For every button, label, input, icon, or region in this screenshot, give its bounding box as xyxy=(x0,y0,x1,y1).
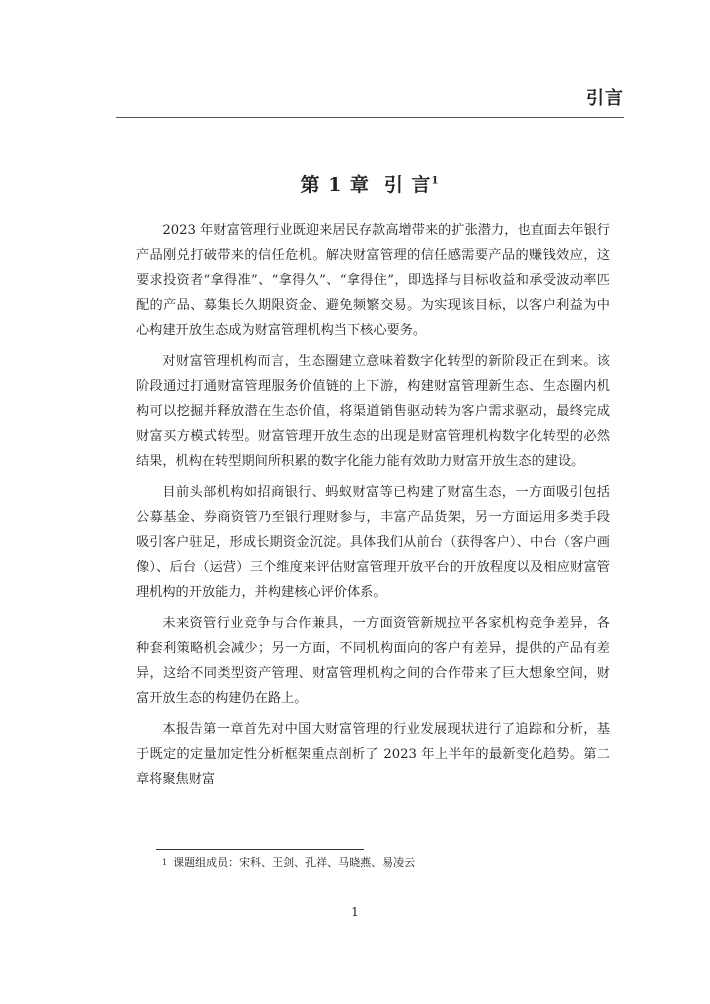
header-rule xyxy=(116,117,624,118)
footnote-rule xyxy=(156,849,364,850)
paragraph-4: 未来资管行业竞争与合作兼具，一方面资管新规拉平各家机构竞争差异，各种套利策略机会减少；另一方面，不同机构面向的客户有差异，提供的产品有差异，这给不同类型资产管理、财富管理机构之间的合作带来了巨大想象空间，财富开放生态的构建仍在路上。 xyxy=(136,616,610,706)
paragraph-3: 目前头部机构如招商银行、蚂蚁财富等已构建了财富生态，一方面吸引包括公募基金、券商资管乃至银行理财参与，丰富产品货架，另一方面运用多类手段吸引客户驻足，形成长期资金沉淀。具体我们从前台（获得客户）、中台（客户画像）、后台（运营）三个维度来评估财富管理开放平台的开放程度以及相应财富管理机构的开放能力，并构建核心评价体系。 xyxy=(136,485,610,600)
chapter-title xyxy=(116,170,624,197)
chapter-title-text: 引 言 xyxy=(383,174,432,196)
footnote-marker: 1 xyxy=(162,858,168,867)
page-number: 1 xyxy=(351,905,359,919)
body-text xyxy=(136,218,610,798)
paragraph-5: 本报告第一章首先对中国大财富管理的行业发展现状进行了追踪和分析，基于既定的定量加定性分析框架重点剖析了 2023 年上半年的最新变化趋势。第二章将聚焦财富 xyxy=(136,722,610,787)
paragraph-2: 对财富管理机构而言，生态圈建立意味着数字化转型的新阶段正在到来。该阶段通过打通财富管理服务价值链的上下游，构建财富管理新生态、生态圈内机构可以挖掘并释放潜在生态价值，将渠道销售驱动转为客户需求驱动，最终完成财富买方模式转型。财富管理开放生态的出现是财富管理机构数字化转型的必然结果，机构在转型期间所积累的数字化能力能有效助力财富开放生态的建设。 xyxy=(136,354,610,469)
chapter-number: 第 1 章 xyxy=(300,174,370,196)
footnote xyxy=(162,856,415,870)
running-header: 引言 xyxy=(586,88,624,109)
paragraph-1: 2023 年财富管理行业既迎来居民存款高增带来的扩张潜力，也直面去年银行产品刚兑打破带来的信任危机。解决财富管理的信任感需要产品的赚钱效应，这要求投资者“拿得准”、“拿得久”、“拿得住”，即选择与目标收益和承受波动率匹配的产品、募集长久期限资金、避免频繁交易。为实现该目标，以客户利益为中心构建开放生态成为财富管理机构当下核心要务。 xyxy=(136,223,610,338)
footnote-reference[interactable]: 1 xyxy=(431,175,440,187)
footnote-text: 课题组成员：宋科、王剑、孔祥、马晓燕、易凌云 xyxy=(173,856,416,869)
